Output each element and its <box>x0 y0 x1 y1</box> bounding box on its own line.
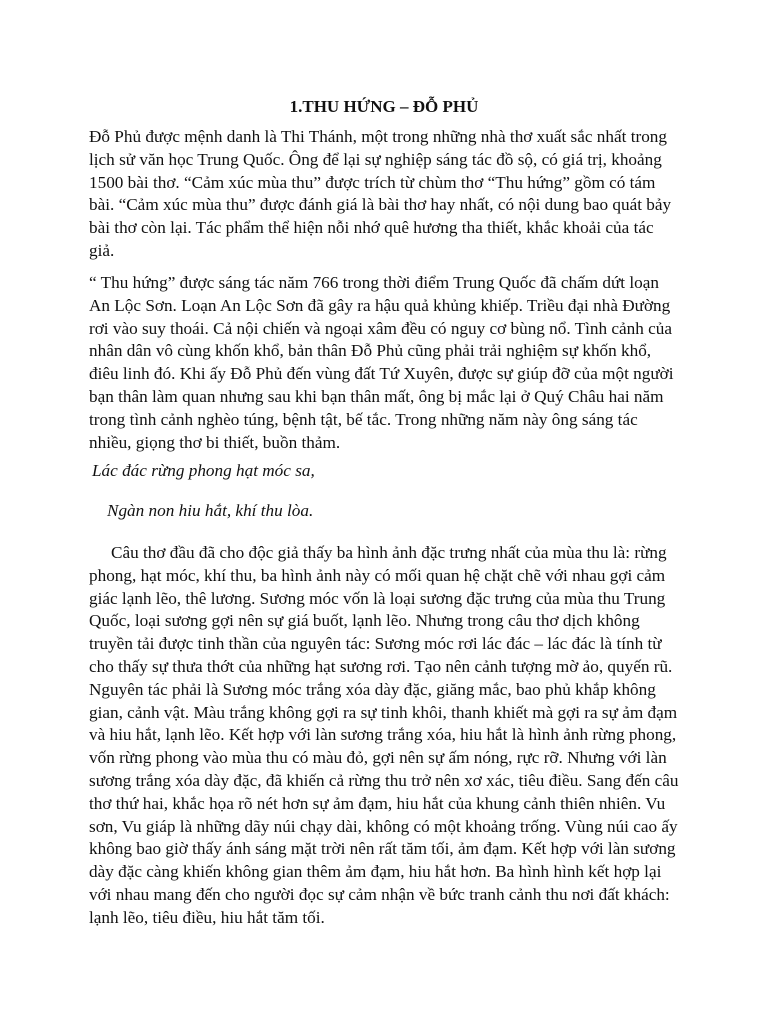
verse-line-1: Lác đác rừng phong hạt móc sa, <box>92 461 315 480</box>
analysis-paragraph: Câu thơ đầu đã cho độc giả thấy ba hình ảnh đặc trưng nhất của mùa thu là: rừng phong, hạt móc, khí thu, ba hình ảnh này có mối quan hệ chặt chẽ với nhau gợi cảm giác lạnh lẽo, thê lương. Sương móc vốn là loại sương đặc trưng của mùa thu Trung Quốc, loại sương gợi nên sự giá buốt, lạnh lẽo. Nhưng trong câu thơ dịch không truyền tải được tinh thần của nguyên tác: Sương móc rơi lác đác – lác đác là tính từ cho thấy sự thưa thớt của những hạt sương rơi. Tạo nên cảnh tượng mờ ảo, quyến rũ. Nguyên tác phải là Sương móc trắng xóa dày đặc, giăng mắc, bao phủ khắp không gian, cảnh vật. Màu trắng không gợi ra sự tinh khôi, thanh khiết mà gợi ra sự ảm đạm và hiu hắt, lạnh lẽo. Kết hợp với làn sương trắng xóa, hiu hắt là hình ảnh rừng phong, vốn rừng phong vào mùa thu có màu đỏ, gợi nên sự ấm nóng, rực rỡ. Nhưng với làn sương trắng xóa dày đặc, đã khiến cả rừng thu trở nên xơ xác, tiêu điều. Sang đến câu thơ thứ hai, khắc họa rõ nét hơn sự ảm đạm, hiu hắt của khung cảnh thiên nhiên. Vu sơn, Vu giáp là những dãy núi chạy dài, không có một khoảng trống. Vùng núi cao ấy không bao giờ thấy ánh sáng mặt trời nên rất tăm tối, ảm đạm. Kết hợp với làn sương dày đặc càng khiến không gian thêm ảm đạm, hiu hắt hơn. Ba hình hình kết hợp lại với nhau mang đến cho người đọc sự cảm nhận về bức tranh cảnh thu nơi đất khách: lạnh lẽo, tiêu điều, hiu hắt tăm tối. <box>89 543 679 927</box>
document-title: 1.THU HỨNG – ĐỖ PHỦ <box>289 97 479 116</box>
context-paragraph: “ Thu hứng” được sáng tác năm 766 trong thời điểm Trung Quốc đã chấm dứt loạn An Lộc Sơn. Loạn An Lộc Sơn đã gây ra hậu quả khủng khiếp. Triều đại nhà Đường rơi vào suy thoái. Cả nội chiến và ngoại xâm đều có nguy cơ bùng nổ. Tình cảnh của nhân dân vô cùng khốn khổ, bản thân Đỗ Phủ cũng phải trải nghiệm sự khốn khổ, điêu linh đó. Khi ấy Đỗ Phủ đến vùng đất Tứ Xuyên, được sự giúp đỡ của một người bạn thân làm quan nhưng sau khi bạn thân mất, ông bị mắc lại ở Quý Châu hai năm trong tình cảnh nghèo túng, bệnh tật, bế tắc. Trong những năm này ông sáng tác nhiều, giọng thơ bi thiết, buồn thảm. <box>89 273 674 452</box>
verse-line-2: Ngàn non hiu hắt, khí thu lòa. <box>107 501 314 520</box>
intro-paragraph: Đỗ Phủ được mệnh danh là Thi Thánh, một trong những nhà thơ xuất sắc nhất trong lịch sử văn học Trung Quốc. Ông để lại sự nghiệp sáng tác đồ sộ, có giá trị, khoảng 1500 bài thơ. “Cảm xúc mùa thu” được trích từ chùm thơ “Thu hứng” gồm có tám bài. “Cảm xúc mùa thu” được đánh giá là bài thơ hay nhất, có nội dung bao quát bảy bài thơ còn lại. Tác phẩm thể hiện nỗi nhớ quê hương tha thiết, khắc khoải của tác giả. <box>89 127 672 260</box>
